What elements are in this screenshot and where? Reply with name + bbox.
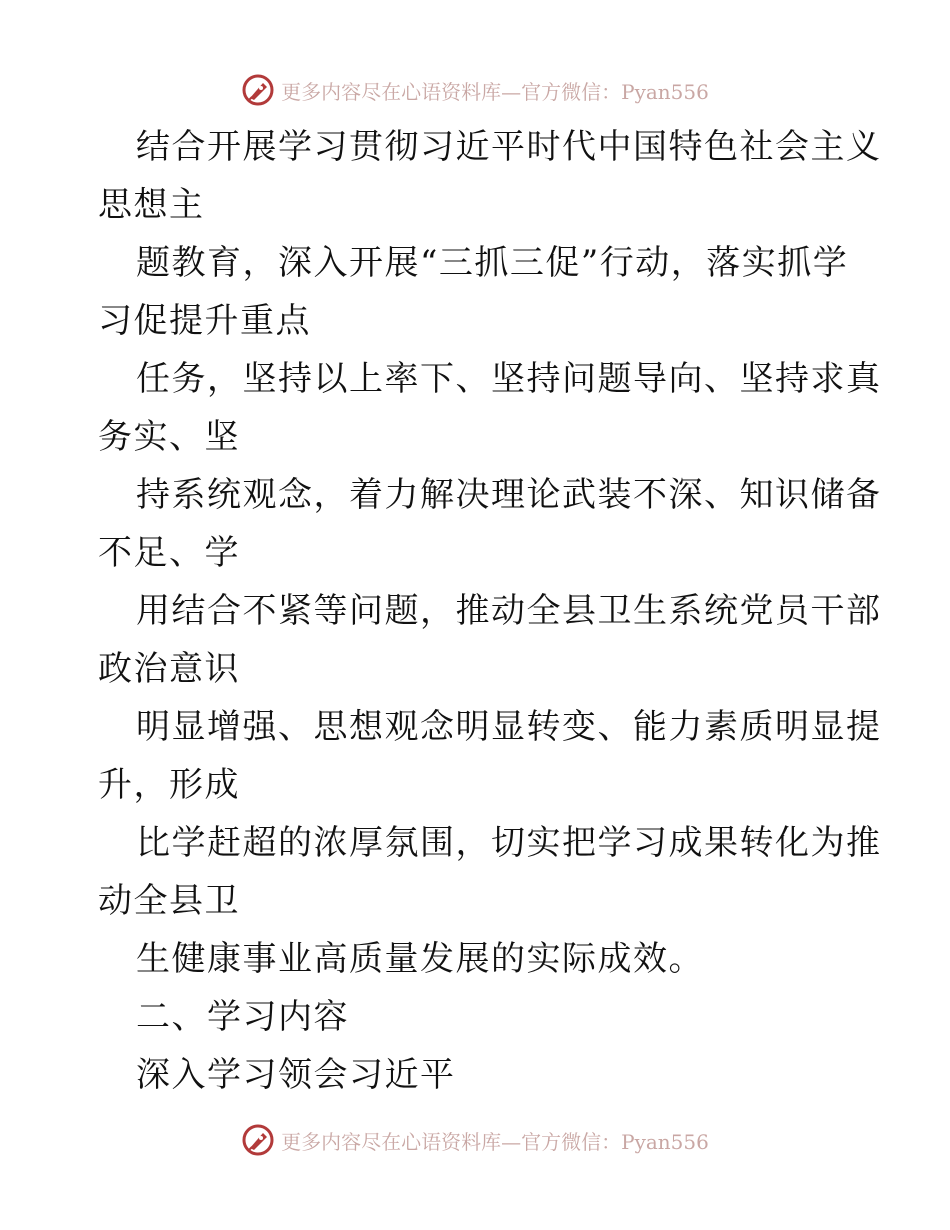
paragraph-line: 用结合不紧等问题，推动全县卫生系统党员干部 (136, 591, 882, 631)
paragraph-line: 习促提升重点 (98, 301, 311, 341)
paragraph-line: 生健康事业高质量发展的实际成效。 (136, 939, 704, 979)
paragraph-line: 动全县卫 (98, 881, 240, 921)
paragraph-line: 结合开展学习贯彻习近平时代中国特色社会主义 (136, 127, 882, 167)
header-banner-text: 更多内容尽在心语资料库—官方微信：Pyan556 (281, 79, 709, 104)
paragraph-line: 思想主 (98, 185, 205, 225)
pen-nib-circle-icon (241, 1123, 275, 1157)
paragraph-line: 题教育，深入开展“三抓三促”行动，落实抓学 (136, 243, 849, 283)
section-heading: 二、学习内容 (136, 997, 349, 1037)
pen-nib-circle-icon (241, 73, 275, 107)
paragraph-line: 务实、坚 (98, 417, 240, 457)
footer-banner (0, 1120, 950, 1160)
paragraph-line: 比学赶超的浓厚氛围，切实把学习成果转化为推 (136, 823, 882, 863)
paragraph-line: 任务，坚持以上率下、坚持问题导向、坚持求真 (136, 359, 882, 399)
paragraph-line: 政治意识 (98, 649, 240, 689)
footer-banner-text: 更多内容尽在心语资料库—官方微信：Pyan556 (281, 1129, 709, 1154)
header-banner (0, 70, 950, 110)
paragraph-line: 持系统观念，着力解决理论武装不深、知识储备 (136, 475, 882, 515)
paragraph-line: 深入学习领会习近平 (136, 1055, 456, 1095)
paragraph-line: 不足、学 (98, 533, 240, 573)
paragraph-line: 明显增强、思想观念明显转变、能力素质明显提 (136, 707, 882, 747)
paragraph-line: 升，形成 (98, 765, 240, 805)
